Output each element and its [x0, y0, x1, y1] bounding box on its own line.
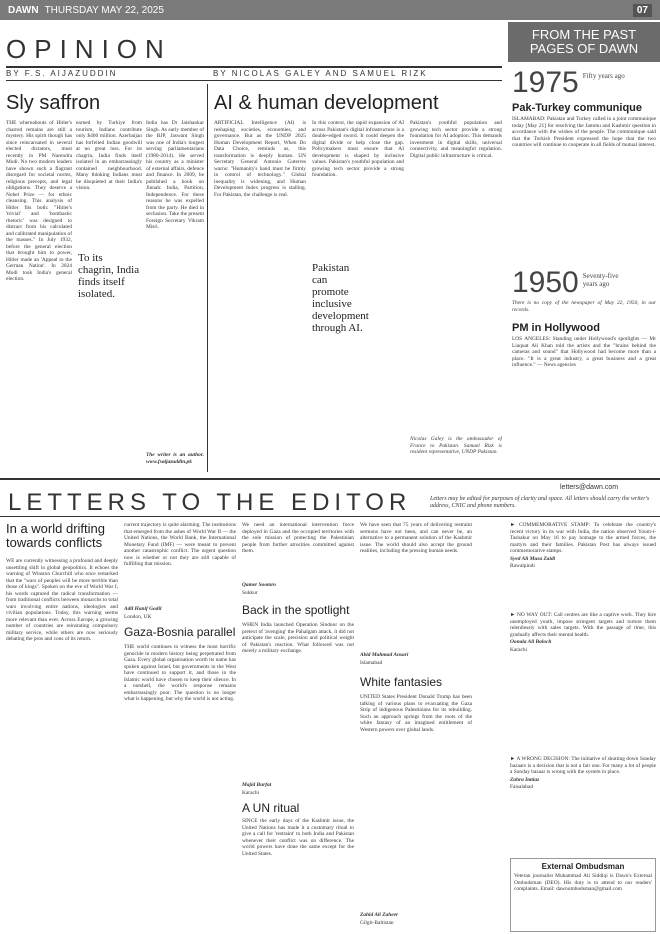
year-subtitle: Seventy-five years ago — [582, 272, 619, 288]
sidebar-header: FROM THE PAST PAGES OF DAWN — [508, 22, 660, 62]
article1-column-2: earned by Turkiye from tourism, Indians contribute only $400 million. Azerbaijan has forfeited Indian goodwill at no great loss. For its chagrin, India finds itself isolated in an embarrassingly contained neighbourhood. Many thinking Indians must be disquieted at their India's vision. — [76, 120, 142, 191]
letter-headline: White fantasies — [360, 675, 443, 689]
letter-signature: Adil Hanif Godil London, UK — [124, 606, 162, 620]
letter-headline: Back in the spotlight — [242, 603, 350, 617]
letter-signature: Abid Mahmud Ansari Islamabad — [360, 652, 409, 666]
article2-column-1: ARTIFICIAL Intelligence (AI) is reshaping societies, economies, and governance. But as the UNDP 2025 Human Development Report, When Do Data Choice, reminds us, this transformation is deeply human. UN Secretary General Antonio Guterres warns: "Humanity's hand must be firmly in control of technology." Global inequality is widening, and Human Development Index progress is stalling. For Pakistan, the challenge is real. — [214, 120, 306, 198]
letter-body: UNITED States President Donald Trump has been talking of various plans to evacuating the Gaza Strip of indigenous Palestinians for its rebuilding. Such an approach springs from the roots of the white fantasy of an imagined entitlement of Western powers over global lands. — [360, 694, 472, 733]
column-divider — [207, 84, 208, 472]
sidebar-headline: Pak-Turkey communique — [512, 102, 642, 114]
letter-body: SINCE the early days of the Kashmir issue, the United Nations has made it a customary ritual to give a call for 'restraint' to both India and Pakistan whenever their conflict was on difference. The world powers have done the same except for the United States. — [242, 818, 354, 857]
section-title: OPINION — [6, 34, 172, 64]
year-1950: 1950 — [512, 266, 579, 299]
letter-body: THE world continues to witness the most horrific genocide in modern history being perpetrated from Gaza. Every global organisation worth its name has spoken against Israel, but governments in the West have continued to support it, and those in the Islamic world have chosen to keep their silence. In a nutshell, the world's response remains embarrassingly poor. The question is no longer what is happening, but why the world is not acting. — [124, 644, 236, 702]
letters-note: Letters may be edited for purposes of clarity and space. All letters should carry the writer's address, CNIC and phone numbers. — [430, 496, 650, 509]
headline-sly-saffron: Sly saffron — [6, 92, 101, 114]
letter-headline: Gaza-Bosnia parallel — [124, 625, 236, 639]
pull-quote: Pakistan can promote inclusive development through AI. — [312, 262, 369, 334]
byline-right: BY NICOLAS GALEY AND SAMUEL RIZK — [213, 69, 428, 78]
letter-brief: ► COMMEMORATIVE STAMP: To celebrate the country's recent victory in its war with India, the nation observed Youm-i-Tashakur on May 16 to pay homage to the armed forces, the martyrs and their families. Pakistan Post has always issued commemorative stamps. Syed Ali Musa Zaidi Rawalpindi — [510, 522, 656, 569]
ombudsman-title: External Ombudsman — [541, 862, 625, 871]
year-subtitle: Fifty years ago — [582, 72, 625, 80]
headline-ai-human-development: AI & human development — [214, 92, 439, 114]
article1-column-3: India has Dr Jaishankar Singh. As early member of the BJP, Jaswant Singh was one of India's longest serving parliamentarians (1980-2014). He served his country as a minister of external affairs, defence and finance. In 2009, he published a book on Jinnah: India, Partition, Independence. For these reasons he was expelled from the party. He died in seclusion. Take the present Foreign Secretary Vikram Misri. — [146, 120, 204, 230]
letter-brief: ► A WRONG DECISION: The initiative of shutting down Sunday bazaars is a decision that is not a fair one. For many a lot of people a Sunday bazaar is wrong with the system in place. Zahra Imtiaz Faisalabad — [510, 756, 656, 790]
sidebar-headline: PM in Hollywood — [512, 322, 600, 334]
sidebar-text: LOS ANGELES: Standing under Hollywood's spotlights — Mr Liaquat Ali Khan told the artists and the "brains behind the cameras and sound" that Hollywood had become more than a place. "It is a great industry, a great business and a great influence." — News agencies — [512, 336, 656, 368]
pull-quote: To its chagrin, India finds itself isolated. — [78, 252, 140, 300]
divider — [0, 516, 660, 517]
letter-brief: ► NO WAY OUT: Call centres are like a captive work. They hire unemployed youth, impose stringent targets and torture them relentlessly with sales targets. With the passage of time, this gradually affects their mental health. Oonala Ali Baloch Karachi — [510, 612, 656, 653]
letter-headline: A UN ritual — [242, 801, 300, 815]
paper-name: DAWN — [8, 4, 39, 16]
letter-headline: In a world drifting towards conflicts — [6, 521, 105, 550]
divider — [6, 80, 502, 81]
article2-column-3: Pakistan's youthful population and growing tech sector provide a strong foundation for AI adoption. This demands investment in digital skills, universal connectivity, and meaningful regulation. Digital public infrastructure is critical. — [410, 120, 502, 159]
sidebar-note: There is no copy of the newspaper of May 22, 1950, in our records. — [512, 300, 656, 313]
letter-body: WE are currently witnessing a profound and deeply unsettling shift in global geopolitics. It echoes the warning of Winston Churchill who once remarked that the "wars of peoples will be more terrible than those of kings". Spoken on the eve of World War I, his words captured the radical transformation — from traditional conflicts between monarchs to total wars involving entire nations, ideologies and civilian populations. Today, this warning seems more relevant than ever. Across Europe, a growing number of countries are reinstating compulsory military service, while others are now seriously debating the pros and cons of its return. — [6, 558, 118, 642]
letter-body: WHEN India launched Operation Sindoor on the pretext of 'avenging' the Pahalgam attack, it did not anticipate the scale, precision and political weight of Pakistan's reaction. What followed was not merely a military exchange. — [242, 622, 354, 654]
issue-date: THURSDAY MAY 22, 2025 — [44, 4, 164, 16]
letter-signature: Majid Burfat Karachi — [242, 782, 272, 796]
letters-title: LETTERS TO THE EDITOR — [8, 489, 412, 516]
letter-signature: Qamer Soomro Sukkur — [242, 582, 276, 596]
author-note: Nicolas Galey is the ambassador of France to Pakistan. Samuel Rizk is resident representative, UNDP Pakistan. — [410, 436, 502, 455]
ombudsman-box — [510, 858, 656, 932]
article1-column-1: THE whereabouts of Hitler's charred remains are still a mystery. His spirit though has since reincarnated in several elected dictators, most recently in PM Narendra Modi. No two modern leaders have shown such a flagrant disregard for societal norms, religious precepts, and legal obligations. They deserve a Nobel Prize — for ethnic cleansing. This analysis of Hitler fits both: "Hitler's 'trivial' and 'bombastic rhetoric' was designed to distract from his calculated and calibrated manipulation of the masses." In July 1932, before the general election that brought him to power, Hitler made an 'Appeal to the German Nation'. In 2024 Modi took India's general election. — [6, 120, 72, 282]
divider — [6, 66, 502, 68]
year-1975: 1975 — [512, 66, 579, 99]
sidebar-text: ISLAMABAD: Pakistan and Turkey called in a joint communique today [May 21] for resolving the Jammu and Kashmir question in accordance with the wishes of the people. The communique said that the Turkish President expressed the hope that the two countries will continue to cooperate in all fields of mutual interest. — [512, 116, 656, 148]
letters-email[interactable]: letters@dawn.com — [560, 484, 619, 491]
author-note: The writer is an author. www.fsaijazuddin.pk — [146, 452, 204, 465]
byline-left: BY F.S. AIJAZUDDIN — [6, 69, 118, 78]
page-number: 07 — [633, 4, 652, 17]
letter-body: We have seen that 75 years of delivering restraint sermons have not been, and can never be, an alternative to a permanent solution of the Kashmir issue. The world should also accept the ground realities, including the pressing human needs. — [360, 522, 472, 554]
ombudsman-text: Veteran journalist Muhammad Ali Siddiqi is Dawn's External Ombudsman (DEO). His duty is to attend to our readers' complaints. Email: dawnombudsman@gmail.com — [514, 873, 652, 892]
letter-signature: Zahid Ali Zaheer Gilgit-Baltistan — [360, 912, 399, 926]
letter-body: current trajectory is quite alarming. The institutions that emerged from the ashes of World War II — the United Nations, the World Bank, the International Monetary Fund (IMF) — were meant to prevent another catastrophic conflict. The urgent question now is whether or not they are still capable of fulfilling that mission. — [124, 522, 236, 567]
top-bar — [0, 0, 660, 20]
article2-column-2: In this context, the rapid expansion of AI across Pakistan's digital infrastructure is a double-edged sword. It could deepen the digital divide or help close the gap. Policymakers must ensure that AI development is shaped by inclusive values. Pakistan's youthful population and growing tech sector provide a strong foundation. — [312, 120, 404, 178]
letter-body: We need an international intervention force deployed in Gaza and the occupied territories with the sole mission of protecting the Palestinian people from further atrocities committed against them. — [242, 522, 354, 554]
